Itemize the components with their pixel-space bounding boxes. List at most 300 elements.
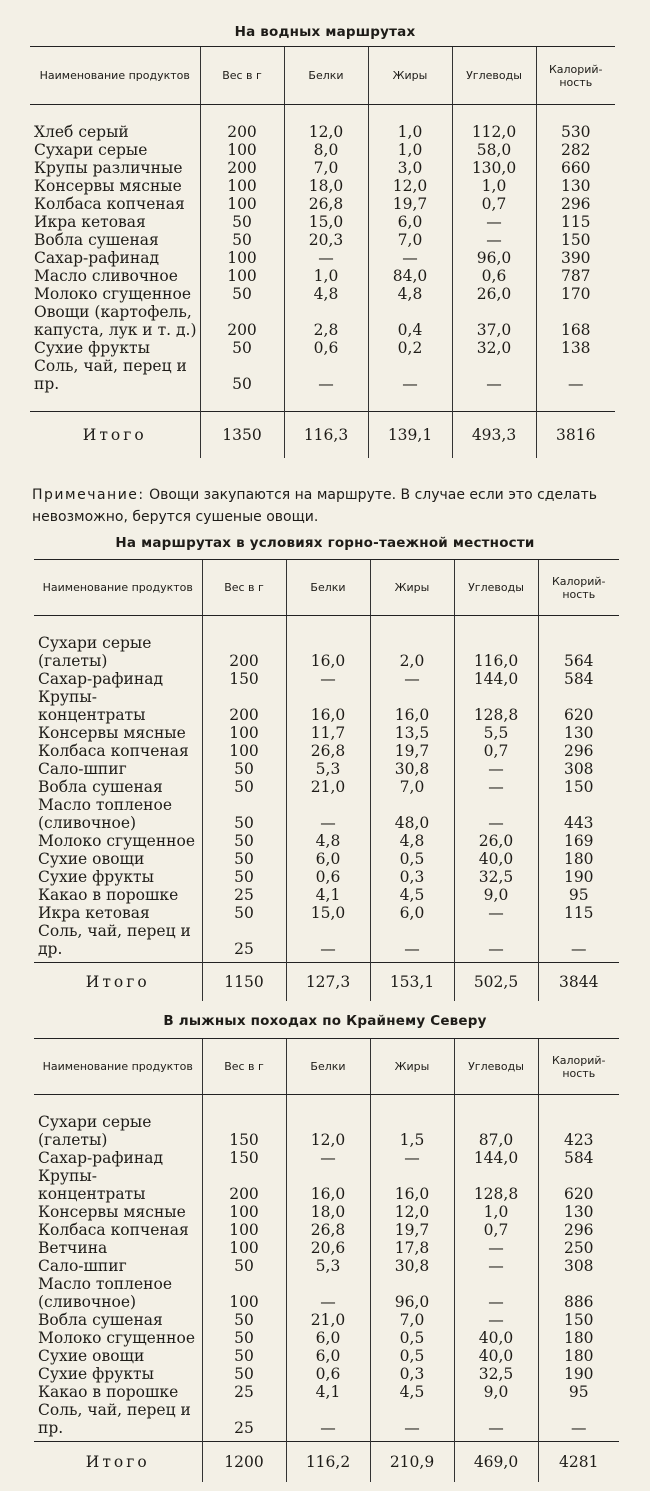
cell-carbs: — bbox=[452, 213, 536, 231]
cell-carbs: — bbox=[454, 1239, 538, 1257]
table-row bbox=[34, 778, 619, 796]
cell-protein: 20,6 bbox=[286, 1239, 370, 1257]
col-header-protein: Белки bbox=[286, 560, 370, 616]
cell-weight: 200 bbox=[200, 123, 284, 141]
cell-weight: 150 bbox=[202, 1113, 286, 1149]
cell-protein: 15,0 bbox=[284, 213, 368, 231]
cell-weight: 100 bbox=[202, 1239, 286, 1257]
cell-carbs: 112,0 bbox=[452, 123, 536, 141]
cell-weight: 25 bbox=[202, 1383, 286, 1401]
cell-carbs: — bbox=[454, 1257, 538, 1275]
table-row bbox=[34, 868, 619, 886]
cell-carbs: — bbox=[452, 357, 536, 393]
table-row bbox=[30, 159, 615, 177]
table-row bbox=[30, 177, 615, 195]
product-name: Овощи (картофель, капуста, лук и т. д.) bbox=[34, 303, 197, 339]
spacer-cell bbox=[30, 393, 200, 412]
cell-weight: 100 bbox=[200, 141, 284, 159]
cell-weight: 50 bbox=[202, 778, 286, 796]
total-weight: 1150 bbox=[202, 963, 286, 1001]
cell-protein: 12,0 bbox=[286, 1113, 370, 1149]
product-name: Хлеб серый bbox=[34, 123, 129, 141]
cell-kcal: 180 bbox=[538, 1329, 619, 1347]
cell-carbs: 40,0 bbox=[454, 1347, 538, 1365]
cell-carbs: — bbox=[454, 1275, 538, 1311]
cell-fat: 4,8 bbox=[368, 285, 452, 303]
cell-protein: 4,8 bbox=[284, 285, 368, 303]
cell-carbs: 32,5 bbox=[454, 1365, 538, 1383]
cell-kcal: 282 bbox=[536, 141, 615, 159]
product-name: Сало-шпиг bbox=[38, 1257, 127, 1275]
cell-fat: 96,0 bbox=[370, 1275, 454, 1311]
cell-carbs: 0,7 bbox=[454, 742, 538, 760]
col-header-carbs: Углеводы bbox=[452, 47, 536, 105]
cell-weight: 50 bbox=[202, 1311, 286, 1329]
cell-kcal: 150 bbox=[538, 778, 619, 796]
table-row bbox=[34, 1113, 619, 1149]
cell-fat: 0,5 bbox=[370, 850, 454, 868]
product-name: Молоко сгущенное bbox=[38, 832, 195, 850]
product-name: Молоко сгущенное bbox=[38, 1329, 195, 1347]
col-header-carbs: Углеводы bbox=[454, 560, 538, 616]
product-name: Колбаса копченая bbox=[38, 1221, 189, 1239]
cell-kcal: 115 bbox=[538, 904, 619, 922]
product-name: Масло топленое (сливочное) bbox=[38, 796, 172, 832]
cell-weight: 100 bbox=[200, 267, 284, 285]
cell-kcal: 115 bbox=[536, 213, 615, 231]
product-name: Сухие овощи bbox=[38, 850, 145, 868]
cell-kcal: 190 bbox=[538, 1365, 619, 1383]
cell-kcal: 390 bbox=[536, 249, 615, 267]
cell-fat: 4,5 bbox=[370, 886, 454, 904]
cell-carbs: 5,5 bbox=[454, 724, 538, 742]
cell-fat: 7,0 bbox=[370, 778, 454, 796]
cell-fat: 7,0 bbox=[368, 231, 452, 249]
cell-protein: 20,3 bbox=[284, 231, 368, 249]
cell-kcal: 620 bbox=[538, 688, 619, 724]
cell-weight: 200 bbox=[200, 303, 284, 339]
table-row bbox=[30, 357, 615, 393]
col-header-product: Наименование продуктов bbox=[34, 1039, 202, 1095]
cell-kcal: 296 bbox=[536, 195, 615, 213]
spacer-cell bbox=[368, 393, 452, 412]
table-row bbox=[34, 1275, 619, 1311]
cell-weight: 150 bbox=[202, 670, 286, 688]
col-header-fat: Жиры bbox=[370, 1039, 454, 1095]
cell-protein: 26,8 bbox=[286, 742, 370, 760]
cell-kcal: 886 bbox=[538, 1275, 619, 1311]
cell-kcal: 180 bbox=[538, 850, 619, 868]
cell-protein: 15,0 bbox=[286, 904, 370, 922]
cell-fat: — bbox=[370, 1149, 454, 1167]
table-3-title: В лыжных походах по Крайнему Северу bbox=[163, 1013, 487, 1029]
cell-protein: — bbox=[286, 796, 370, 832]
cell-protein: 0,6 bbox=[286, 868, 370, 886]
cell-protein: — bbox=[286, 670, 370, 688]
cell-weight: 200 bbox=[202, 1167, 286, 1203]
total-fat: 139,1 bbox=[368, 412, 452, 458]
product-name: Сахар-рафинад bbox=[38, 1149, 163, 1167]
cell-fat: 19,7 bbox=[370, 742, 454, 760]
table-row bbox=[34, 760, 619, 778]
cell-kcal: 169 bbox=[538, 832, 619, 850]
cell-carbs: 0,7 bbox=[452, 195, 536, 213]
total-protein: 127,3 bbox=[286, 963, 370, 1001]
col-header-weight: Вес в г bbox=[200, 47, 284, 105]
cell-weight: 50 bbox=[202, 832, 286, 850]
product-name: Сало-шпиг bbox=[38, 760, 127, 778]
cell-weight: 50 bbox=[200, 357, 284, 393]
spacer-cell bbox=[34, 616, 202, 635]
total-label: Итого bbox=[30, 412, 200, 458]
cell-protein: 4,8 bbox=[286, 832, 370, 850]
table-row bbox=[34, 742, 619, 760]
table-row bbox=[34, 796, 619, 832]
cell-protein: 4,1 bbox=[286, 1383, 370, 1401]
cell-carbs: 116,0 bbox=[454, 634, 538, 670]
col-header-kcal: Калорий-ность bbox=[538, 560, 619, 616]
cell-weight: 100 bbox=[202, 1203, 286, 1221]
cell-protein: 16,0 bbox=[286, 1167, 370, 1203]
spacer-cell bbox=[452, 105, 536, 124]
cell-carbs: — bbox=[454, 1401, 538, 1437]
cell-weight: 200 bbox=[200, 159, 284, 177]
spacer-row bbox=[34, 1095, 619, 1114]
cell-fat: 17,8 bbox=[370, 1239, 454, 1257]
product-name: Крупы-концентраты bbox=[38, 688, 146, 724]
cell-kcal: 530 bbox=[536, 123, 615, 141]
cell-fat: 1,0 bbox=[368, 141, 452, 159]
total-carbs: 502,5 bbox=[454, 963, 538, 1001]
cell-weight: 100 bbox=[200, 249, 284, 267]
cell-carbs: 128,8 bbox=[454, 688, 538, 724]
cell-fat: 13,5 bbox=[370, 724, 454, 742]
table-row bbox=[30, 231, 615, 249]
total-label: Итого bbox=[34, 1442, 202, 1482]
cell-protein: 7,0 bbox=[284, 159, 368, 177]
cell-fat: — bbox=[370, 1401, 454, 1437]
product-name: Сухие овощи bbox=[38, 1347, 145, 1365]
col-header-protein: Белки bbox=[284, 47, 368, 105]
col-header-fat: Жиры bbox=[370, 560, 454, 616]
spacer-cell bbox=[202, 1095, 286, 1114]
total-row bbox=[34, 1442, 619, 1482]
spacer-row bbox=[30, 393, 615, 412]
table-row bbox=[30, 195, 615, 213]
cell-kcal: 180 bbox=[538, 1347, 619, 1365]
total-kcal: 3844 bbox=[538, 963, 619, 1001]
cell-carbs: 87,0 bbox=[454, 1113, 538, 1149]
ration-table-mountain-taiga bbox=[34, 559, 619, 1001]
cell-kcal: 787 bbox=[536, 267, 615, 285]
note bbox=[32, 484, 632, 528]
cell-carbs: 128,8 bbox=[454, 1167, 538, 1203]
cell-weight: 50 bbox=[202, 760, 286, 778]
cell-fat: 0,3 bbox=[370, 1365, 454, 1383]
cell-kcal: 296 bbox=[538, 742, 619, 760]
product-name: Консервы мясные bbox=[38, 724, 186, 742]
col-header-carbs: Углеводы bbox=[454, 1039, 538, 1095]
cell-kcal: 584 bbox=[538, 1149, 619, 1167]
cell-kcal: 150 bbox=[536, 231, 615, 249]
cell-carbs: 32,0 bbox=[452, 339, 536, 357]
total-kcal: 3816 bbox=[536, 412, 615, 458]
cell-protein: — bbox=[284, 249, 368, 267]
cell-protein: 0,6 bbox=[286, 1365, 370, 1383]
product-name: Консервы мясные bbox=[38, 1203, 186, 1221]
cell-protein: 16,0 bbox=[286, 634, 370, 670]
cell-fat: 0,3 bbox=[370, 868, 454, 886]
cell-fat: 4,5 bbox=[370, 1383, 454, 1401]
cell-fat: 19,7 bbox=[368, 195, 452, 213]
cell-fat: 12,0 bbox=[368, 177, 452, 195]
cell-kcal: — bbox=[536, 357, 615, 393]
cell-protein: — bbox=[286, 1275, 370, 1311]
cell-protein: 18,0 bbox=[284, 177, 368, 195]
spacer-cell bbox=[368, 105, 452, 124]
spacer-cell bbox=[202, 616, 286, 635]
cell-weight: 100 bbox=[200, 177, 284, 195]
col-header-weight: Вес в г bbox=[202, 560, 286, 616]
cell-kcal: 138 bbox=[536, 339, 615, 357]
cell-weight: 25 bbox=[202, 1401, 286, 1437]
total-carbs: 493,3 bbox=[452, 412, 536, 458]
total-protein: 116,3 bbox=[284, 412, 368, 458]
spacer-cell bbox=[34, 1095, 202, 1114]
table-row bbox=[34, 850, 619, 868]
cell-kcal: 620 bbox=[538, 1167, 619, 1203]
product-name: Ветчина bbox=[38, 1239, 108, 1257]
spacer-cell bbox=[200, 105, 284, 124]
table-row bbox=[30, 339, 615, 357]
cell-kcal: 150 bbox=[538, 1311, 619, 1329]
table-row bbox=[30, 141, 615, 159]
cell-fat: 1,0 bbox=[368, 123, 452, 141]
cell-weight: 50 bbox=[202, 850, 286, 868]
table-row bbox=[30, 123, 615, 141]
product-name: Сухари серые (галеты) bbox=[38, 1113, 152, 1149]
cell-kcal: 423 bbox=[538, 1113, 619, 1149]
total-carbs: 469,0 bbox=[454, 1442, 538, 1482]
table-row bbox=[34, 634, 619, 670]
cell-carbs: — bbox=[454, 1311, 538, 1329]
cell-protein: 6,0 bbox=[286, 1329, 370, 1347]
table-row bbox=[34, 670, 619, 688]
cell-carbs: 130,0 bbox=[452, 159, 536, 177]
total-fat: 153,1 bbox=[370, 963, 454, 1001]
cell-weight: 50 bbox=[202, 1257, 286, 1275]
table-row bbox=[34, 1347, 619, 1365]
cell-kcal: 308 bbox=[538, 760, 619, 778]
spacer-cell bbox=[286, 616, 370, 635]
table-row bbox=[34, 1149, 619, 1167]
table-row bbox=[30, 249, 615, 267]
note-label: Примечание: bbox=[32, 487, 145, 503]
total-label: Итого bbox=[34, 963, 202, 1001]
cell-carbs: 26,0 bbox=[454, 832, 538, 850]
table-row bbox=[34, 886, 619, 904]
cell-protein: 6,0 bbox=[286, 850, 370, 868]
cell-carbs: 58,0 bbox=[452, 141, 536, 159]
cell-weight: 200 bbox=[202, 688, 286, 724]
product-name: Икра кетовая bbox=[38, 904, 150, 922]
ration-table-ski-north bbox=[34, 1038, 619, 1482]
spacer-cell bbox=[536, 393, 615, 412]
product-name: Сухие фрукты bbox=[38, 868, 154, 886]
cell-kcal: 296 bbox=[538, 1221, 619, 1239]
cell-weight: 50 bbox=[200, 285, 284, 303]
table-row bbox=[34, 1329, 619, 1347]
cell-kcal: 250 bbox=[538, 1239, 619, 1257]
spacer-cell bbox=[538, 1095, 619, 1114]
product-name: Вобла сушеная bbox=[38, 778, 163, 796]
table-row bbox=[34, 1239, 619, 1257]
product-name: Вобла сушеная bbox=[34, 231, 159, 249]
table-2-title: На маршрутах в условиях горно-таежной местности bbox=[115, 535, 535, 551]
spacer-cell bbox=[452, 393, 536, 412]
cell-fat: 16,0 bbox=[370, 1167, 454, 1203]
cell-fat: 84,0 bbox=[368, 267, 452, 285]
cell-kcal: 95 bbox=[538, 1383, 619, 1401]
cell-weight: 25 bbox=[202, 886, 286, 904]
cell-protein: — bbox=[286, 922, 370, 958]
product-name: Сухие фрукты bbox=[38, 1365, 154, 1383]
cell-fat: 6,0 bbox=[370, 904, 454, 922]
cell-carbs: 37,0 bbox=[452, 303, 536, 339]
table-row bbox=[34, 688, 619, 724]
cell-kcal: 443 bbox=[538, 796, 619, 832]
cell-carbs: 32,5 bbox=[454, 868, 538, 886]
cell-kcal: 130 bbox=[538, 1203, 619, 1221]
cell-fat: 30,8 bbox=[370, 1257, 454, 1275]
ration-table-water-routes bbox=[30, 46, 615, 458]
cell-fat: 0,5 bbox=[370, 1329, 454, 1347]
col-header-fat: Жиры bbox=[368, 47, 452, 105]
cell-weight: 50 bbox=[200, 231, 284, 249]
product-name: Масло топленое (сливочное) bbox=[38, 1275, 172, 1311]
spacer-cell bbox=[200, 393, 284, 412]
cell-fat: 16,0 bbox=[370, 688, 454, 724]
cell-fat: — bbox=[368, 249, 452, 267]
col-header-kcal: Калорий-ность bbox=[538, 1039, 619, 1095]
product-name: Масло сливочное bbox=[34, 267, 178, 285]
cell-kcal: 308 bbox=[538, 1257, 619, 1275]
cell-carbs: — bbox=[452, 231, 536, 249]
table-row bbox=[34, 1311, 619, 1329]
table-row bbox=[34, 1203, 619, 1221]
cell-carbs: 0,6 bbox=[452, 267, 536, 285]
cell-weight: 25 bbox=[202, 922, 286, 958]
product-name: Сухари серые (галеты) bbox=[38, 634, 152, 670]
cell-carbs: 40,0 bbox=[454, 850, 538, 868]
product-name: Вобла сушеная bbox=[38, 1311, 163, 1329]
cell-weight: 200 bbox=[202, 634, 286, 670]
total-fat: 210,9 bbox=[370, 1442, 454, 1482]
cell-kcal: 584 bbox=[538, 670, 619, 688]
total-protein: 116,2 bbox=[286, 1442, 370, 1482]
spacer-cell bbox=[370, 616, 454, 635]
cell-fat: 7,0 bbox=[370, 1311, 454, 1329]
cell-kcal: 170 bbox=[536, 285, 615, 303]
cell-weight: 100 bbox=[202, 1275, 286, 1311]
table-row bbox=[34, 904, 619, 922]
spacer-cell bbox=[536, 105, 615, 124]
cell-carbs: 144,0 bbox=[454, 670, 538, 688]
cell-fat: — bbox=[370, 922, 454, 958]
table-row bbox=[34, 922, 619, 958]
col-header-weight: Вес в г bbox=[202, 1039, 286, 1095]
table-row bbox=[30, 303, 615, 339]
cell-weight: 50 bbox=[202, 1365, 286, 1383]
cell-protein: 21,0 bbox=[286, 778, 370, 796]
cell-protein: 26,8 bbox=[284, 195, 368, 213]
cell-weight: 100 bbox=[202, 742, 286, 760]
cell-carbs: — bbox=[454, 796, 538, 832]
cell-kcal: 660 bbox=[536, 159, 615, 177]
cell-weight: 50 bbox=[200, 339, 284, 357]
total-weight: 1350 bbox=[200, 412, 284, 458]
total-kcal: 4281 bbox=[538, 1442, 619, 1482]
cell-weight: 100 bbox=[202, 724, 286, 742]
product-name: Икра кетовая bbox=[34, 213, 146, 231]
cell-carbs: 40,0 bbox=[454, 1329, 538, 1347]
cell-kcal: 190 bbox=[538, 868, 619, 886]
spacer-cell bbox=[538, 616, 619, 635]
cell-kcal: 564 bbox=[538, 634, 619, 670]
cell-carbs: 9,0 bbox=[454, 886, 538, 904]
col-header-product: Наименование продуктов bbox=[34, 560, 202, 616]
cell-fat: 12,0 bbox=[370, 1203, 454, 1221]
cell-protein: — bbox=[286, 1401, 370, 1437]
cell-protein: — bbox=[284, 357, 368, 393]
cell-weight: 50 bbox=[202, 904, 286, 922]
cell-protein: 21,0 bbox=[286, 1311, 370, 1329]
product-name: Молоко сгущенное bbox=[34, 285, 191, 303]
cell-kcal: 130 bbox=[538, 724, 619, 742]
cell-weight: 50 bbox=[202, 796, 286, 832]
table-row bbox=[34, 1365, 619, 1383]
product-name: Колбаса копченая bbox=[34, 195, 185, 213]
table-row bbox=[30, 285, 615, 303]
cell-protein: 4,1 bbox=[286, 886, 370, 904]
table-row bbox=[30, 267, 615, 285]
cell-fat: 0,5 bbox=[370, 1347, 454, 1365]
cell-carbs: — bbox=[454, 778, 538, 796]
cell-protein: — bbox=[286, 1149, 370, 1167]
cell-kcal: 130 bbox=[536, 177, 615, 195]
table-row bbox=[30, 213, 615, 231]
cell-fat: — bbox=[370, 670, 454, 688]
product-name: Сахар-рафинад bbox=[38, 670, 163, 688]
cell-fat: 2,0 bbox=[370, 634, 454, 670]
cell-fat: — bbox=[368, 357, 452, 393]
cell-carbs: 26,0 bbox=[452, 285, 536, 303]
spacer-row bbox=[34, 616, 619, 635]
cell-weight: 50 bbox=[202, 868, 286, 886]
product-name: Сухари серые bbox=[34, 141, 148, 159]
cell-protein: 5,3 bbox=[286, 1257, 370, 1275]
cell-carbs: 1,0 bbox=[454, 1203, 538, 1221]
cell-carbs: 144,0 bbox=[454, 1149, 538, 1167]
cell-fat: 0,2 bbox=[368, 339, 452, 357]
product-name: Сухие фрукты bbox=[34, 339, 150, 357]
note-text: Овощи закупаются на маршруте. В случае если это сделать невозможно, берутся сушеные овощи. bbox=[32, 487, 598, 525]
product-name: Колбаса копченая bbox=[38, 742, 189, 760]
col-header-kcal: Калорий-ность bbox=[536, 47, 615, 105]
cell-carbs: 0,7 bbox=[454, 1221, 538, 1239]
table-row bbox=[34, 1167, 619, 1203]
spacer-cell bbox=[284, 105, 368, 124]
